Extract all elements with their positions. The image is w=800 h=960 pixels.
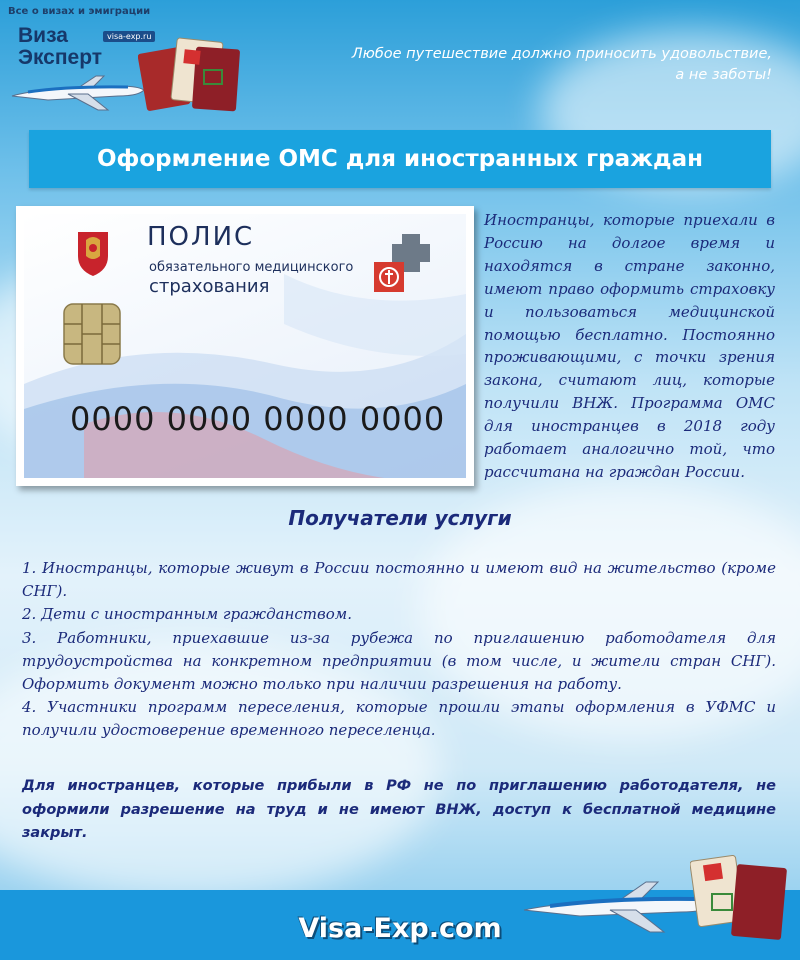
slogan-line-1: Любое путешествие должно приносить удовольствие, — [351, 46, 772, 62]
card-subtitle-1: обязательного медицинского — [149, 260, 354, 275]
list-item: 4. Участники программ переселения, которые прошли этапы оформления в УФМС и получили удостоверение временного переселенца. — [22, 698, 776, 740]
logo-url-badge: visa-exp.ru — [103, 31, 155, 42]
list-item: 3. Работники, приехавшие из-за рубежа по приглашению работодателя для трудоустройства на конкретном предприятии (в том числе, и жители стран СНГ). Оформить документ можно только при наличии разрешения на работу. — [22, 628, 776, 694]
slogan — [302, 44, 772, 86]
footer-brand[interactable]: Visa-Exp.com — [298, 913, 502, 944]
recipients-list — [22, 557, 776, 743]
card-heading: ПОЛИС — [147, 222, 255, 252]
section-heading: Получатели услуги — [288, 506, 512, 530]
slogan-line-2: а не заботы! — [675, 67, 772, 83]
logo-word-expert: Эксперт — [18, 46, 103, 69]
card-face — [24, 214, 466, 478]
coat-of-arms-icon — [70, 226, 116, 278]
site-logo[interactable] — [8, 4, 258, 122]
title-banner — [29, 130, 771, 188]
logo-tagline: Все о визах и эмиграции — [8, 6, 151, 17]
list-item: 2. Дети с иностранным гражданством. — [22, 605, 352, 624]
card-number: 0000 0000 0000 0000 — [70, 400, 446, 438]
oms-card-image — [16, 206, 474, 486]
closing-note: Для иностранцев, которые прибыли в РФ не по приглашению работодателя, не оформили разрешение на труд и не имеют ВНЖ, доступ к бесплатной медицине закрыт. — [22, 778, 776, 841]
airplane-icon — [8, 70, 148, 114]
passports-icon — [138, 34, 248, 116]
list-item: 1. Иностранцы, которые живут в России постоянно и имеют вид на жительство (кроме СНГ). — [22, 559, 776, 601]
chip-icon — [62, 302, 122, 366]
medical-cross-icon — [370, 228, 440, 298]
card-subtitle-2: страхования — [149, 276, 270, 297]
page-title: Оформление ОМС для иностранных граждан — [96, 146, 704, 172]
intro-paragraph: Иностранцы, которые приехали в Россию на долгое время и находятся в стране законно, имеют право оформить страховку и пользоваться медицинской помощью бесплатно. Постоянно проживающими, с точки зрения закона, считают лиц, которые получили ВНЖ. Программа ОМС для иностранцев в 2018 году работает аналогично той, что рассчитана на граждан России. — [484, 211, 775, 481]
logo-word-visa: Виза — [18, 24, 68, 47]
